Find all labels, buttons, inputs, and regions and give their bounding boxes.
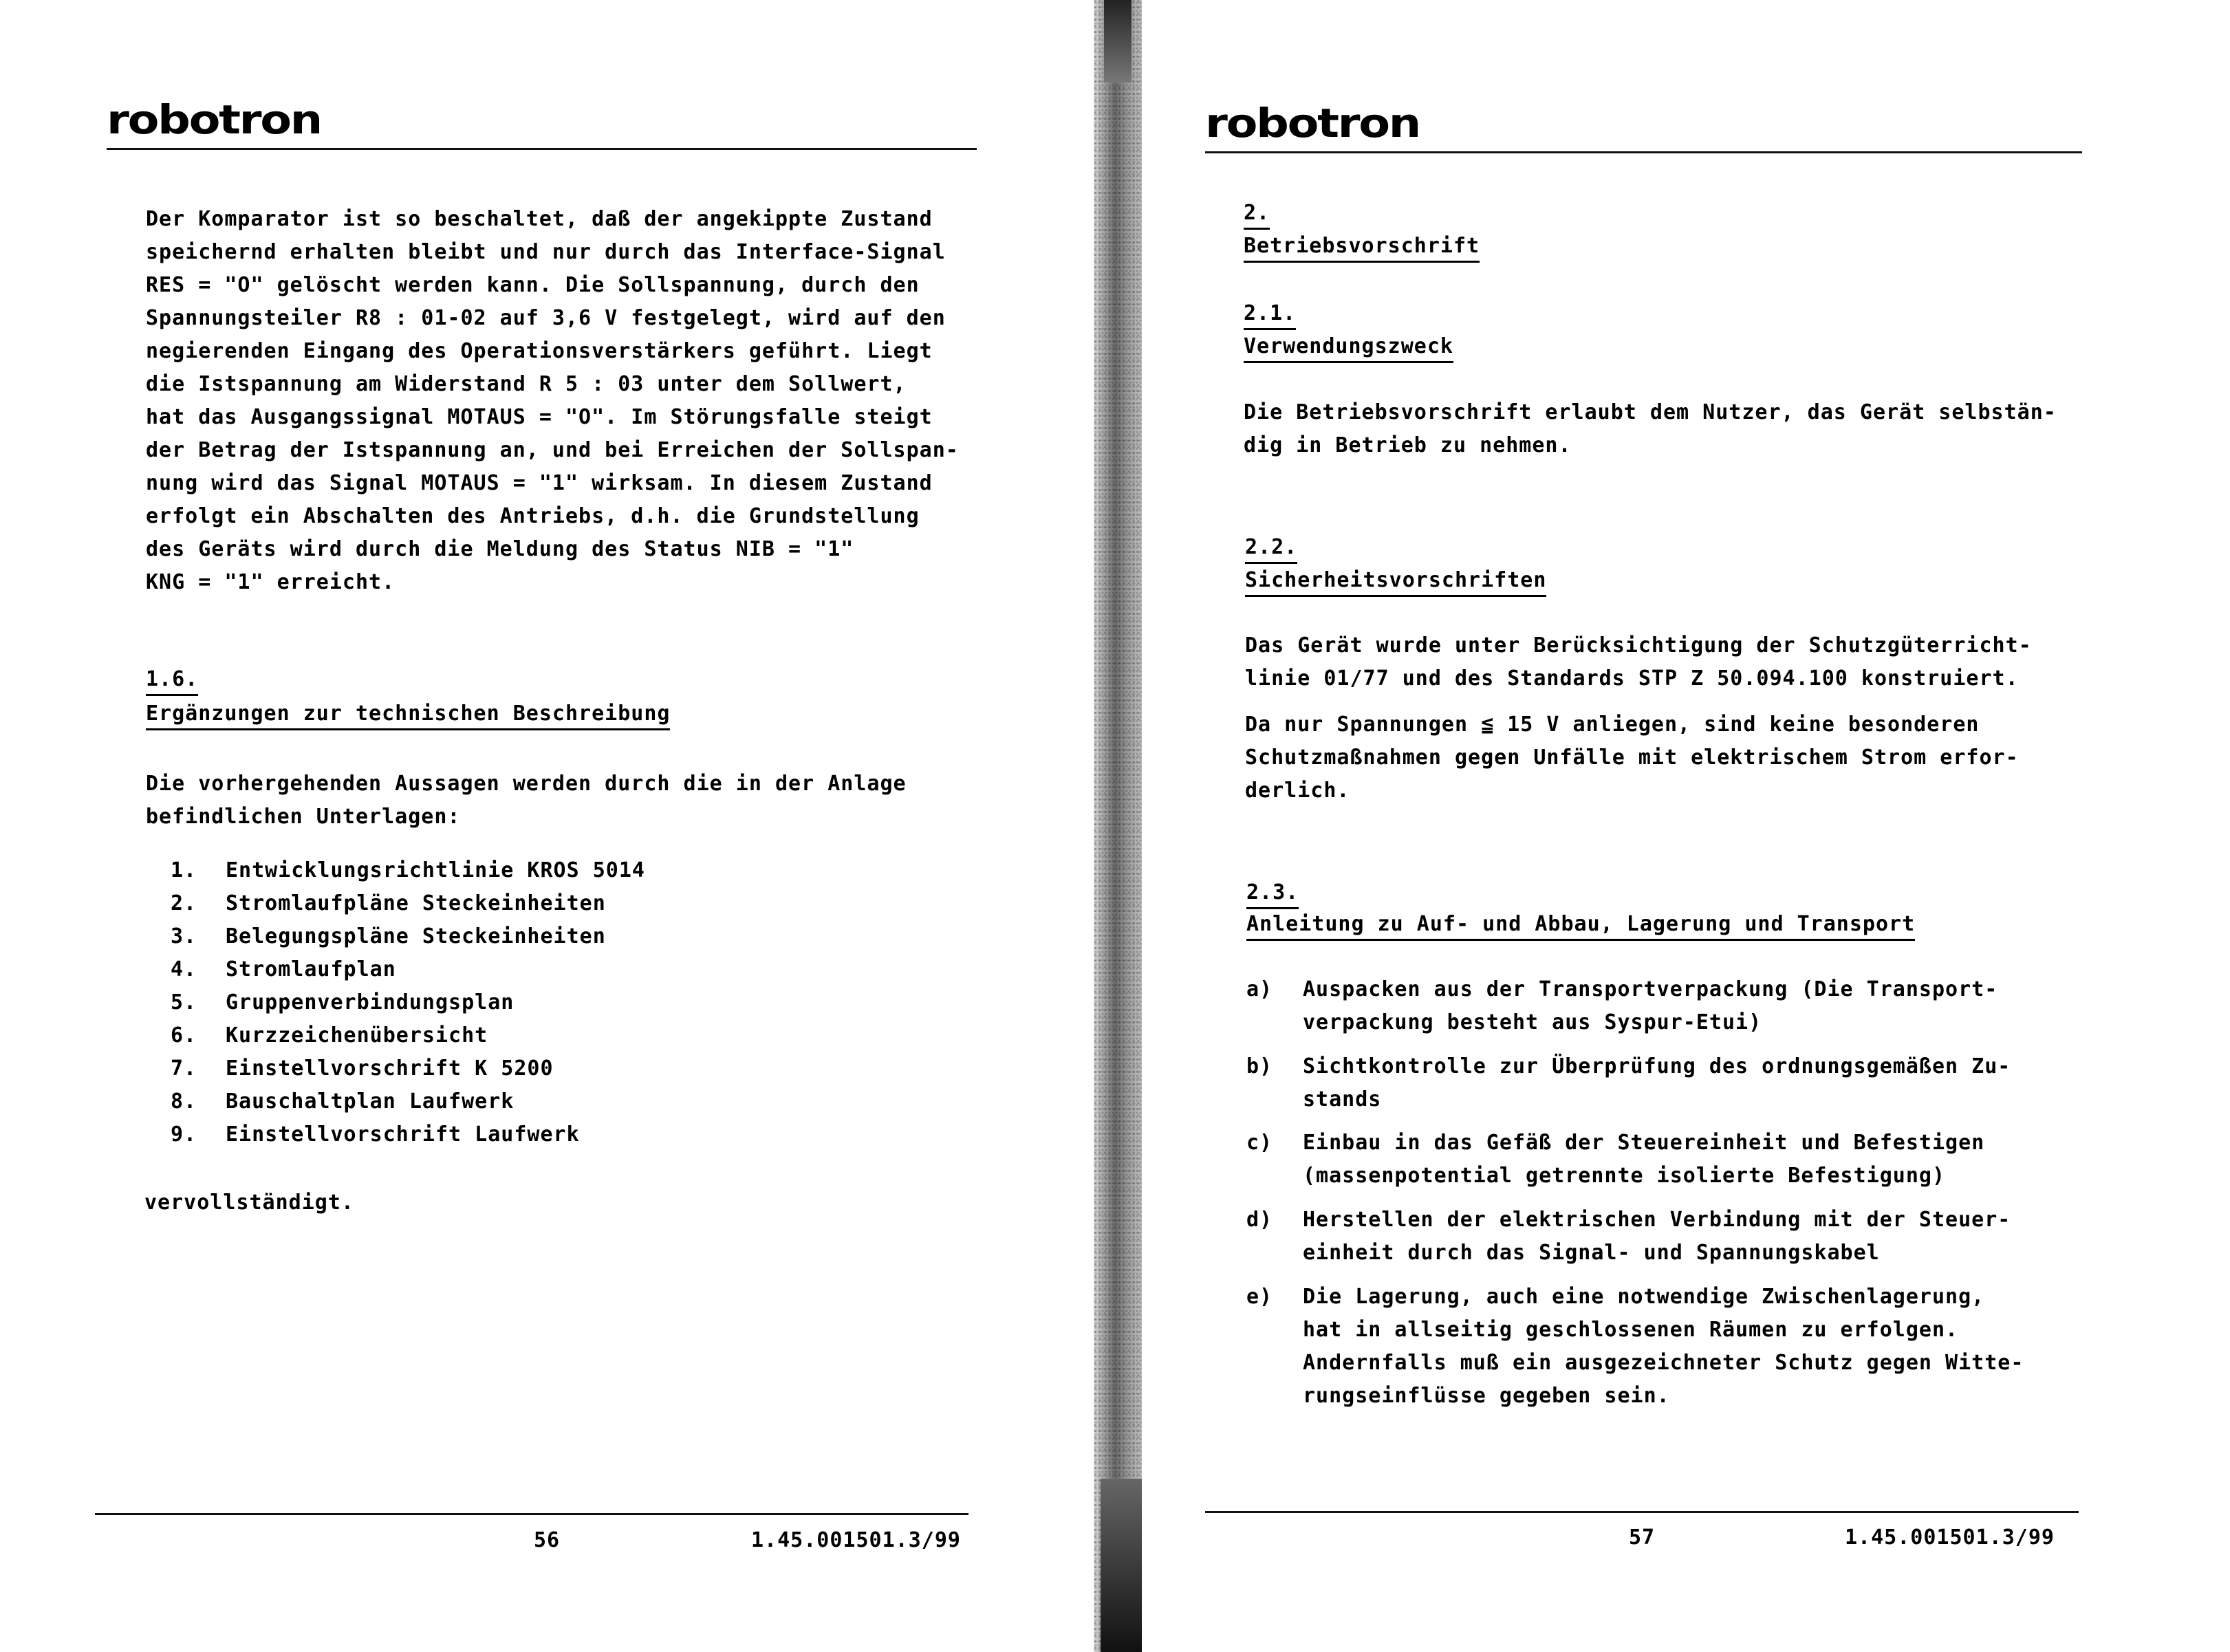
section-2-2-text-1: [1245, 629, 2032, 695]
header-rule: [107, 148, 977, 150]
item-letter: b): [1246, 1054, 1273, 1078]
closing-line: vervollständigt.: [144, 1191, 354, 1215]
section-1-6-title: [146, 702, 670, 730]
footer-rule: [95, 1513, 968, 1515]
list-item-c: [1246, 1127, 2106, 1195]
text-line: derlich.: [1245, 779, 1350, 803]
page-number: 57: [1629, 1525, 1656, 1550]
section-2-1-title: [1244, 334, 1453, 363]
robotron-logo: robotron: [1205, 100, 1420, 146]
paragraph-line: erfolgt ein Abschalten des Antriebs, d.h. die Grundstellung: [146, 504, 920, 528]
page-number: 56: [534, 1528, 561, 1552]
section-title: Sicherheitsvorschriften: [1245, 568, 1546, 597]
section-title: Betriebsvorschrift: [1244, 234, 1480, 263]
list-item-d: [1246, 1204, 2106, 1272]
paragraph-line: hat das Ausgangssignal MOTAUS = "O". Im Störungsfalle steigt: [146, 405, 933, 429]
paragraph-line: Spannungsteiler R8 : 01-02 auf 3,6 V festgelegt, wird auf den: [146, 306, 946, 330]
paragraph-line: der Betrag der Istspannung an, und bei Erreichen der Sollspan-: [146, 438, 959, 462]
list-item: [171, 957, 396, 981]
section-number: 2.2.: [1245, 535, 1297, 564]
paragraph-line: Der Komparator ist so beschaltet, daß der angekippte Zustand: [146, 207, 933, 231]
section-2-1-text: [1244, 396, 2057, 462]
item-line: Sichtkontrolle zur Überprüfung des ordnungsgemäßen Zu-: [1303, 1054, 2011, 1078]
section-2-2-number: [1245, 535, 1297, 564]
item-line: einheit durch das Signal- und Spannungskabel: [1303, 1241, 1880, 1265]
text-line: linie 01/77 und des Standards STP Z 50.094.100 konstruiert.: [1245, 666, 2019, 691]
item-line: Auspacken aus der Transportverpackung (Die Transport-: [1303, 977, 1998, 1001]
item-line: Andernfalls muß ein ausgezeichneter Schutz gegen Witte-: [1303, 1351, 2024, 1375]
list-number: 5.: [171, 990, 197, 1014]
paragraph-line: die Istspannung am Widerstand R 5 : 03 unter dem Sollwert,: [146, 372, 907, 396]
list-item-e: [1246, 1281, 2106, 1418]
list-item: [171, 990, 514, 1014]
left-page: [0, 0, 1101, 1652]
list-text: Einstellvorschrift Laufwerk: [226, 1122, 580, 1146]
list-text: Entwicklungsrichtlinie KROS 5014: [226, 858, 645, 882]
text-line: Da nur Spannungen ≦ 15 V anliegen, sind keine besonderen: [1245, 713, 1980, 737]
list-intro: [146, 768, 907, 834]
document-number: 1.45.001501.3/99: [751, 1528, 961, 1552]
section-2-number: [1244, 201, 1270, 230]
list-number: 8.: [171, 1089, 197, 1113]
paragraph-line: nung wird das Signal MOTAUS = "1" wirksam. In diesem Zustand: [146, 471, 933, 495]
paragraph-line: KNG = "1" erreicht.: [146, 570, 396, 594]
section-number: 2.: [1244, 201, 1270, 230]
intro-paragraph: [146, 203, 959, 599]
item-letter: a): [1246, 977, 1273, 1001]
list-number: 9.: [171, 1122, 197, 1146]
paragraph-line: RES = "O" gelöscht werden kann. Die Sollspannung, durch den: [146, 273, 920, 297]
list-text: Kurzzeichenübersicht: [226, 1023, 488, 1047]
section-2-3-number: [1246, 880, 1299, 909]
list-number: 4.: [171, 957, 197, 981]
item-line: Die Lagerung, auch eine notwendige Zwischenlagerung,: [1303, 1285, 1985, 1309]
section-2-3-title: [1246, 912, 1915, 941]
text-line: Schutzmaßnahmen gegen Unfälle mit elektrischem Strom erfor-: [1245, 746, 2019, 770]
list-number: 1.: [171, 858, 197, 882]
list-text: Stromlaufpläne Steckeinheiten: [226, 891, 606, 915]
list-number: 3.: [171, 924, 197, 948]
list-text: Stromlaufplan: [226, 957, 396, 981]
item-line: Herstellen der elektrischen Verbindung mit der Steuer-: [1303, 1208, 2011, 1232]
item-letter: c): [1246, 1131, 1273, 1155]
item-line: Einbau in das Gefäß der Steuereinheit und Befestigen: [1303, 1131, 1985, 1155]
list-number: 6.: [171, 1023, 197, 1047]
closing-text: [144, 1186, 354, 1219]
list-item: [171, 924, 606, 948]
item-line: hat in allseitig geschlossenen Räumen zu erfolgen.: [1303, 1318, 1959, 1342]
list-text: Bauschaltplan Laufwerk: [226, 1089, 515, 1113]
text-line: Die Betriebsvorschrift erlaubt dem Nutzer, das Gerät selbstän-: [1244, 400, 2057, 424]
section-2-1-number: [1244, 301, 1296, 330]
document-number: 1.45.001501.3/99: [1845, 1525, 2055, 1550]
section-2-2-title: [1245, 568, 1546, 597]
item-line: verpackung besteht aus Syspur-Etui): [1303, 1010, 1762, 1034]
section-number: 1.6.: [146, 667, 198, 696]
item-letter: d): [1246, 1208, 1273, 1232]
list-item-b: [1246, 1050, 2106, 1119]
item-letter: e): [1246, 1285, 1273, 1309]
section-number: 2.3.: [1246, 880, 1299, 909]
list-text: Belegungspläne Steckeinheiten: [226, 924, 606, 948]
list-text: Einstellvorschrift K 5200: [226, 1056, 554, 1080]
section-title: Anleitung zu Auf- und Abbau, Lagerung und Transport: [1246, 912, 1915, 941]
list-text: Gruppenverbindungsplan: [226, 990, 515, 1014]
robotron-logo: robotron: [107, 96, 321, 143]
binding-shadow-top: [1104, 0, 1132, 83]
list-item: [171, 891, 606, 915]
right-page: [1142, 0, 2230, 1652]
list-number: 7.: [171, 1056, 197, 1080]
item-line: stands: [1303, 1087, 1382, 1111]
section-title: Ergänzungen zur technischen Beschreibung: [146, 702, 670, 730]
section-2-2-text-2: [1245, 708, 2019, 807]
binding-shadow-bottom: [1101, 1479, 1142, 1652]
list-number: 2.: [171, 891, 197, 915]
list-item: [171, 1023, 488, 1047]
list-item: [171, 1056, 554, 1080]
section-title: Verwendungszweck: [1244, 334, 1453, 363]
text-line: dig in Betrieb zu nehmen.: [1244, 433, 1572, 457]
list-item: [171, 1122, 580, 1146]
item-line: (massenpotential getrennte isolierte Befestigung): [1303, 1164, 1946, 1188]
paragraph-line: speichernd erhalten bleibt und nur durch das Interface-Signal: [146, 240, 946, 264]
list-item: [171, 1089, 514, 1113]
intro-line: befindlichen Unterlagen:: [146, 805, 461, 829]
item-line: rungseinflüsse gegeben sein.: [1303, 1384, 1670, 1408]
list-item-a: [1246, 973, 2106, 1042]
section-1-6-number: [146, 667, 198, 696]
paragraph-line: negierenden Eingang des Operationsverstärkers geführt. Liegt: [146, 339, 933, 363]
section-number: 2.1.: [1244, 301, 1296, 330]
header-rule: [1205, 151, 2082, 153]
footer-rule: [1205, 1511, 2079, 1513]
text-line: Das Gerät wurde unter Berücksichtigung der Schutzgüterricht-: [1245, 633, 2032, 657]
list-item: [171, 858, 645, 882]
intro-line: Die vorhergehenden Aussagen werden durch die in der Anlage: [146, 772, 907, 796]
section-2-title: [1244, 234, 1480, 263]
paragraph-line: des Geräts wird durch die Meldung des Status NIB = "1": [146, 537, 854, 561]
